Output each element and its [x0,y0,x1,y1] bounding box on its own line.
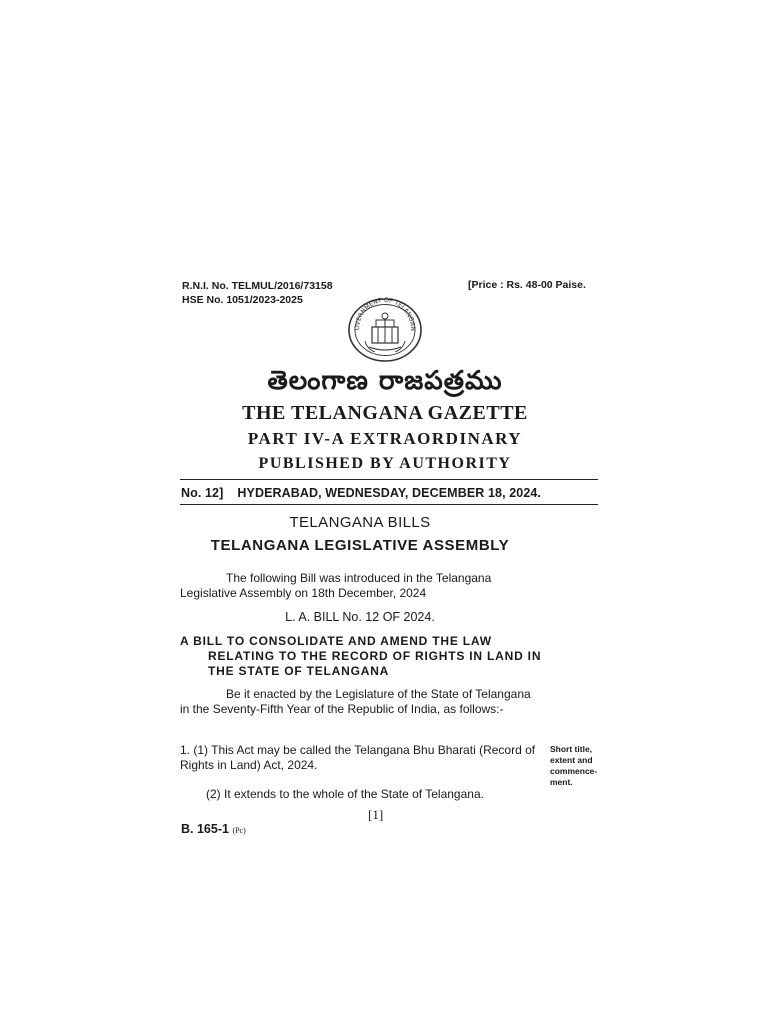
hse-number: HSE No. 1051/2023-2025 [182,294,303,306]
issue-line [181,486,541,500]
registration-numbers [182,279,333,307]
gazette-part: PART IV-A EXTRAORDINARY [247,429,523,448]
margin-note-short-title: Short title, extent and commence-ment. [550,744,598,787]
rni-number: R.N.I. No. TELMUL/2016/73158 [182,280,333,292]
bill-introduction: The following Bill was introduced in the Telangana Legislative Assembly on 18th December, 2024 [180,571,492,600]
clause-1: 1. (1) This Act may be called the Telangana Bhu Bharati (Record of Rights in Land) Act, 2024. [180,743,536,772]
bill-title: A BILL TO CONSOLIDATE AND AMEND THE LAW RELATING TO THE RECORD OF RIGHTS IN LAND IN THE STATE OF TELANGANA [180,634,542,678]
section-heading-bills: TELANGANA BILLS [289,514,431,531]
bill-number: L. A. BILL No. 12 OF 2024. [285,610,435,624]
footer-code-main: B. 165-1 [181,822,229,836]
government-seal [345,297,425,363]
price-label: [Price : Rs. 48-00 Paise. [468,279,586,291]
svg-text:GOVERNMENT OF TELANGANA: OVERNMENT OF TELANGAN [353,297,417,332]
footer-code-suffix: (Pc) [232,826,246,835]
gazette-published-by: PUBLISHED BY AUTHORITY [258,455,512,472]
enacting-clause: Be it enacted by the Legislature of the State of Telangana in the Seventy-Fifth Year of the Republic of India, as follows:- [180,687,531,716]
footer-code [181,822,246,836]
divider-top [180,479,598,480]
government-of-telangana-seal-icon [345,297,425,363]
issue-place-date: HYDERABAD, WEDNESDAY, DECEMBER 18, 2024. [237,486,541,500]
gazette-telugu-title: తెలంగాణ రాజపత్రము [267,366,503,396]
divider-bottom [180,504,598,505]
page-number: [1] [368,807,384,822]
issue-number: No. 12] [181,486,224,500]
gazette-title: THE TELANGANA GAZETTE [242,402,528,424]
clause-2: (2) It extends to the whole of the State of Telangana. [206,787,484,801]
section-heading-assembly: TELANGANA LEGISLATIVE ASSEMBLY [210,537,510,554]
